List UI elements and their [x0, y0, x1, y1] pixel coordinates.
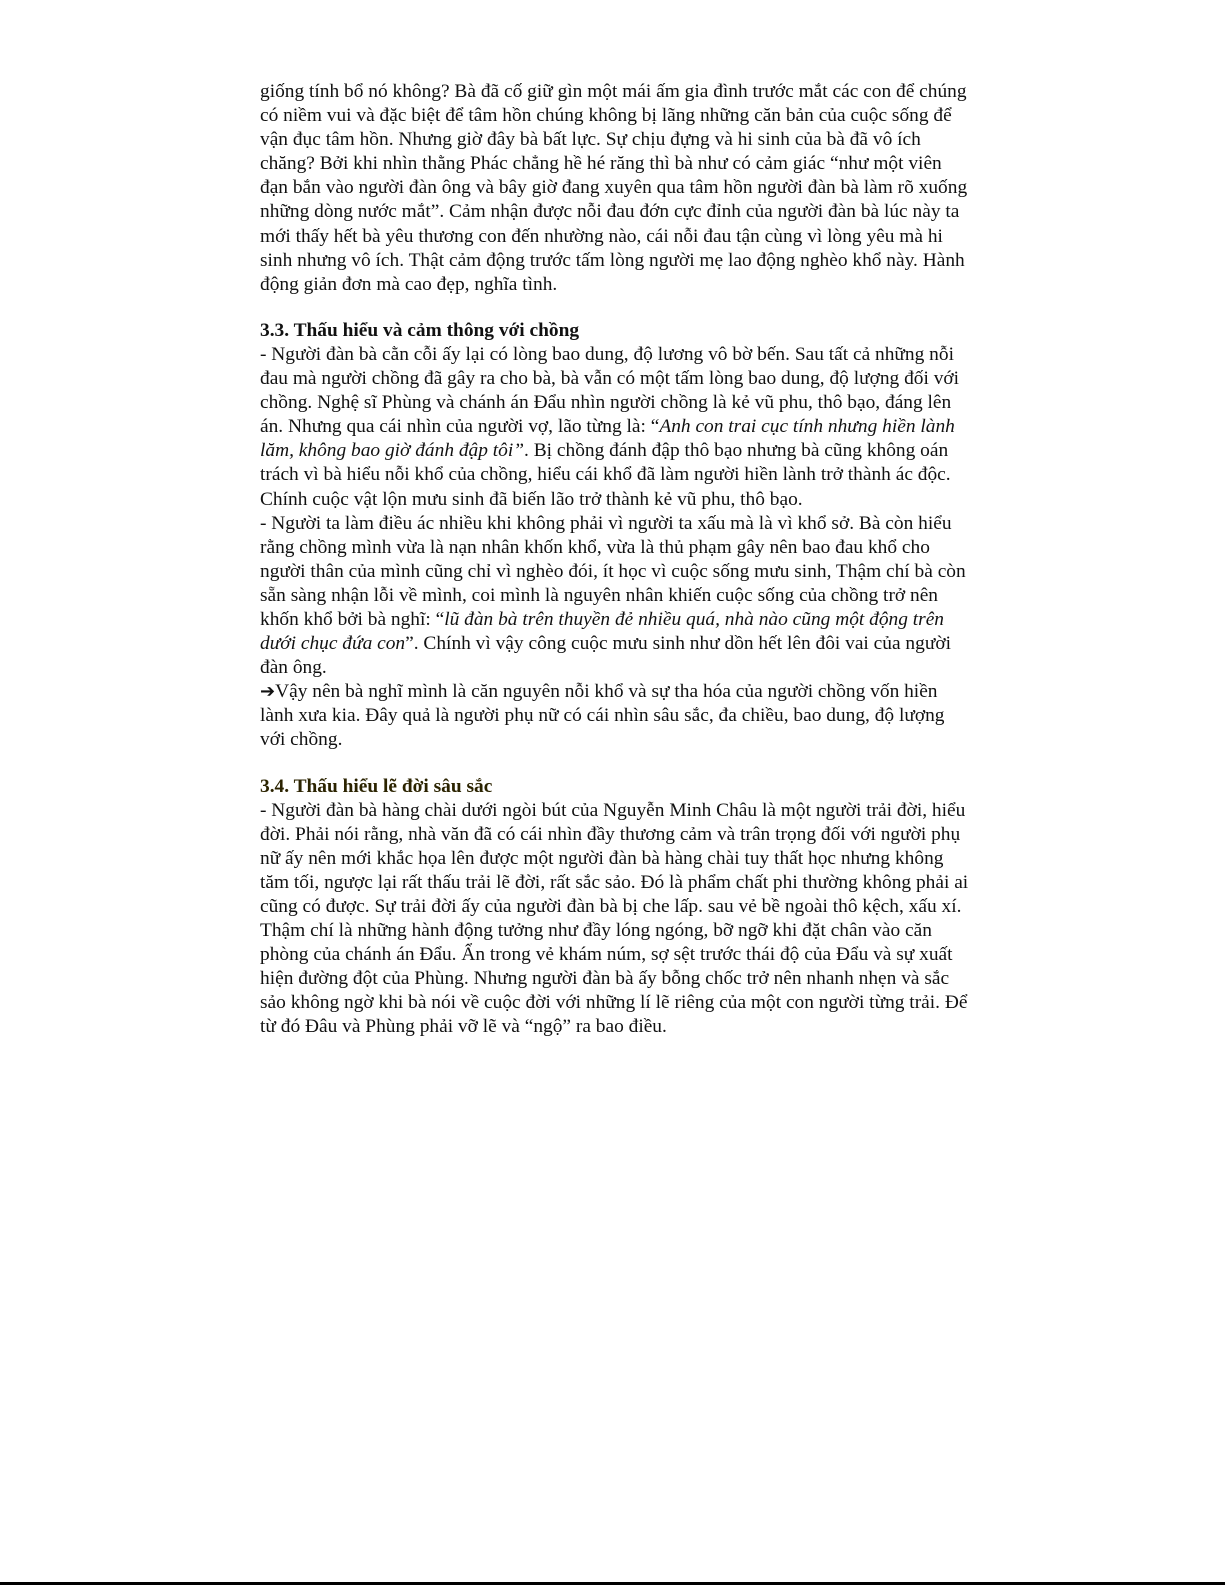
text-run: Vậy nên bà nghĩ mình là căn nguyên nỗi khổ và sự tha hóa của người chồng vốn hiền lành xưa kia. Đây quả là người phụ nữ có cái nhìn sâu sắc, đa chiều, bao dung, độ lượng với chồng.: [260, 681, 945, 751]
heading-3-4: 3.4. Thấu hiểu lẽ đời sâu sắc: [260, 775, 493, 797]
text-run: - Người đàn bà cằn cỗi ấy lại có lòng bao dung, độ lương vô bờ bến. Sau tất cả những nỗi đau mà người chồng đã gây ra cho bà, bà vẫn có một tấm lòng bao dung, độ lượng đối với chồng. Nghệ sĩ Phùng và chánh án Đẩu nhìn người chồng là kẻ vũ phu, thô bạo, đáng lên án. Nhưng qua cái nhìn của người vợ, lão từng là: “: [260, 343, 960, 438]
paragraph-3-3-3: [260, 680, 970, 752]
text-run: - Người ta làm điều ác nhiều khi không phải vì người ta xấu mà là vì khổ sở. Bà còn hiểu rằng chồng mình vừa là nạn nhân khốn khổ, vừa là thủ phạm gây nên bao đau khổ cho người thân của mình cũng chỉ vì nghèo đói, ít học vì cuộc sống mưu sinh, Thậm chí bà còn sẵn sàng nhận lỗi về mình, coi mình là nguyên nhân khiến cuộc sống của chồng trở nên khốn khổ bởi bà nghĩ: “: [260, 512, 966, 630]
text-run: . Bị chồng đánh đập thô bạo nhưng bà cũng không oán trách vì bà hiểu nỗi khổ của chồng, hiểu cái khổ đã làm người hiền lành trở thành ác độc. Chính cuộc vật lộn mưu sinh đã biến lão trở thành kẻ vũ phu, thô bạo.: [260, 440, 951, 510]
document-page: [260, 80, 970, 1040]
heading-3-3: 3.3. Thấu hiểu và cảm thông với chồng: [260, 319, 580, 341]
paragraph-3-3-2: [260, 512, 970, 681]
quote-italic: lũ đàn bà trên thuyền đẻ nhiều quá, nhà nào cũng một động trên dưới chục đứa con: [260, 608, 945, 655]
text-run: ”. Chính vì vậy công cuộc mưu sinh như dồn hết lên đôi vai của người đàn ông.: [260, 633, 951, 679]
paragraph-intro: giống tính bổ nó không? Bà đã cố giữ gìn một mái ấm gia đình trước mắt các con để chúng có niềm vui và đặc biệt để tâm hồn chúng không bị lãng những căn bản của cuộc sống để vận đục tâm hồn. Nhưng giờ đây bà bất lực. Sự chịu đựng và hi sinh của bà đã vô ích chăng? Bởi khi nhìn thằng Phác chẳng hề hé răng thì bà như có cảm giác “như một viên đạn bắn vào người đàn ông và bây giờ đang xuyên qua tâm hồn người đàn bà làm rõ xuống những dòng nước mắt”. Cảm nhận được nỗi đau đớn cực đỉnh của người đàn bà lúc này ta mới thấy hết bà yêu thương con đến nhường nào, cái nỗi đau tận cùng vì lòng yêu mà hi sinh nhưng vô ích. Thật cảm động trước tấm lòng người mẹ lao động nghèo khổ này. Hành động giản đơn mà cao đẹp, nghĩa tình.: [260, 81, 968, 295]
quote-italic: Anh con trai cục tính nhưng hiền lành lăm, không bao giờ đánh đập tôi”: [260, 416, 955, 462]
arrow-right-icon: ➔: [260, 681, 276, 703]
paragraph-3-3-1: [260, 343, 970, 512]
paragraph-3-4-1: - Người đàn bà hàng chài dưới ngòi bút của Nguyễn Minh Châu là một người trải đời, hiểu đời. Phải nói rằng, nhà văn đã có cái nhìn đầy thương cảm và trân trọng đối với người phụ nữ ấy nên mới khắc họa lên được một người đàn bà hàng chài tuy thất học nhưng không tăm tối, ngược lại rất thấu trải lẽ đời, rất sắc sảo. Đó là phẩm chất phi thường không phải ai cũng có được. Sự trải đời ấy của người đàn bà bị che lấp. sau vẻ bề ngoài thô kệch, xấu xí. Thậm chí là những hành động tưởng như đầy lóng ngóng, bỡ ngỡ khi đặt chân vào căn phòng của chánh án Đẩu. Ẩn trong vẻ khám núm, sợ sệt trước thái độ của Đẩu và sự xuất hiện đường đột của Phùng. Nhưng người đàn bà ấy bỗng chốc trở nên nhanh nhẹn và sắc sảo không ngờ khi bà nói về cuộc đời với những lí lẽ riêng của một con người từng trải. Để từ đó Đâu và Phùng phải vỡ lẽ và “ngộ” ra bao điều.: [260, 799, 969, 1038]
